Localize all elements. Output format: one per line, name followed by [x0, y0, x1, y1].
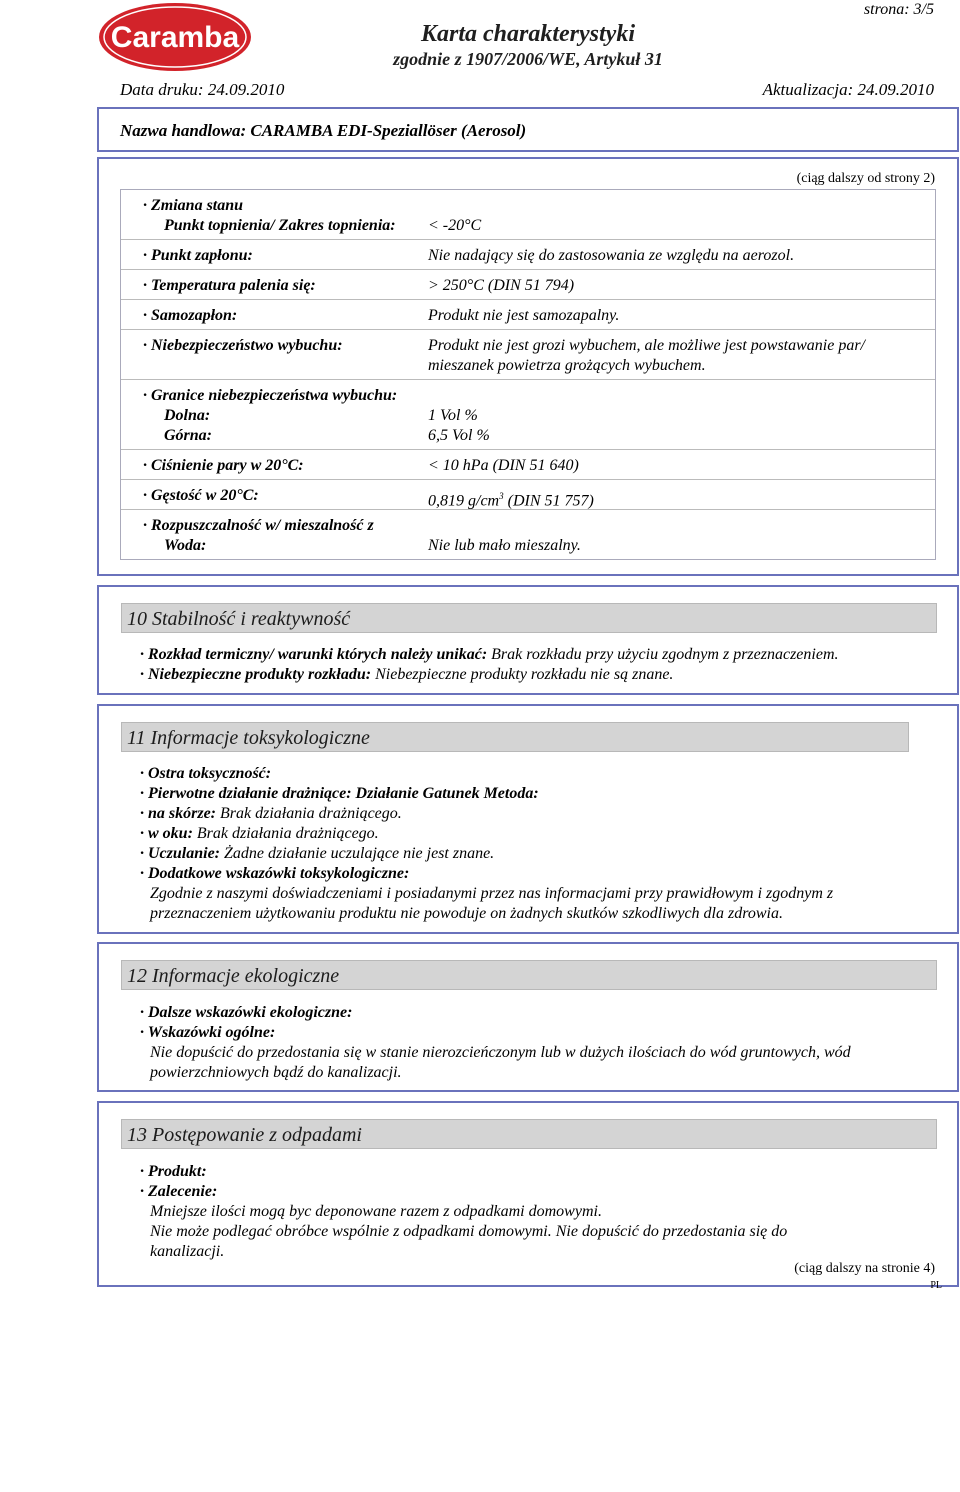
section-11-line-2: · Pierwotne działanie drażniące: Działanie Gatunek Metoda:	[140, 785, 539, 802]
section-13-line-2: · Zalecenie:	[140, 1183, 218, 1200]
melting-label: Punkt topnienia/ Zakres topnienia:	[164, 217, 396, 234]
caramba-logo	[98, 2, 252, 72]
section-12-heading	[121, 960, 937, 990]
logo-text: Caramba	[110, 21, 240, 54]
explosion-value-line2: mieszanek powietrza grożących wybuchem.	[428, 357, 706, 374]
section-12-line-3: Nie dopuścić do przedostania się w stanie nierozcieńczonym lub w dużych ilościach do wód gruntowych, wód	[150, 1044, 851, 1061]
melting-value: < -20°C	[428, 217, 482, 234]
explosion-label: · Niebezpieczeństwo wybuchu:	[143, 337, 343, 354]
print-date: Data druku: 24.09.2010	[120, 80, 285, 99]
section-11-line-8: przeznaczeniem użytkowaniu produktu nie powoduje on żadnych skutków szkodliwych dla zdrowia.	[150, 905, 783, 922]
section-11-box	[97, 704, 959, 934]
row-self-ignition	[121, 300, 935, 330]
section-10-heading	[121, 603, 937, 633]
vapour-label: · Ciśnienie pary w 20°C:	[143, 457, 304, 474]
document-title: Karta charakterystyki	[421, 21, 635, 47]
row-flash-point	[121, 240, 935, 270]
section-12-title: 12 Informacje ekologiczne	[127, 965, 340, 987]
water-label: Woda:	[164, 537, 207, 554]
section-10-line-2: · Niebezpieczne produkty rozkładu: Niebezpieczne produkty rozkładu nie są znane.	[140, 666, 674, 683]
section-11-line-7: Zgodnie z naszymi doświadczeniami i posiadanymi przez nas informacjami przy prawidłowym i zgodnym z	[150, 885, 834, 902]
section-10-box	[97, 585, 959, 695]
section-12-line-2: · Wskazówki ogólne:	[140, 1024, 276, 1041]
state-change-label: · Zmiana stanu	[143, 197, 244, 214]
continued-on-note: (ciąg dalszy na stronie 4)	[794, 1261, 935, 1276]
section-12-line-1: · Dalsze wskazówki ekologiczne:	[140, 1004, 353, 1021]
continued-from-note: (ciąg dalszy od strony 2)	[796, 171, 935, 186]
section-11-line-6: · Dodatkowe wskazówki toksykologiczne:	[140, 865, 410, 882]
upper-label: Górna:	[164, 427, 213, 444]
upper-value: 6,5 Vol %	[428, 427, 490, 444]
trade-name: Nazwa handlowa: CARAMBA EDI-Speziallöser (Aerosol)	[120, 121, 527, 140]
row-vapour-pressure	[121, 450, 935, 480]
update-date: Aktualizacja: 24.09.2010	[762, 80, 934, 99]
section-12-line-4: powierzchniowych bądź do kanalizacji.	[150, 1064, 402, 1081]
solubility-label: · Rozpuszczalność w/ mieszalność z	[143, 517, 374, 534]
flash-value: Nie nadający się do zastosowania ze względu na aerozol.	[428, 247, 795, 264]
section-13-line-1: · Produkt:	[140, 1163, 207, 1180]
row-explosion	[121, 330, 935, 380]
section-11-line-4: · w oku: Brak działania drażniącego.	[140, 825, 379, 842]
section-10-line-1: · Rozkład termiczny/ warunki których należy unikać: Brak rozkładu przy użyciu zgodnym z przeznaczeniem.	[140, 646, 839, 663]
row-melting	[121, 190, 935, 240]
section-11-line-1: · Ostra toksyczność:	[140, 765, 272, 782]
section-13-line-3: Mniejsze ilości mogą byc deponowane razem z odpadkami domowymi.	[150, 1203, 602, 1220]
language-code: PL	[930, 1280, 942, 1291]
properties-table	[120, 189, 936, 560]
section-11-line-3: · na skórze: Brak działania drażniącego.	[140, 805, 402, 822]
density-value: 0,819 $g/cm^3$ (DIN 51 757)	[428, 491, 594, 510]
selfign-value: Produkt nie jest samozapalny.	[428, 307, 620, 324]
section-10-title: 10 Stabilność i reaktywność	[127, 608, 351, 630]
row-density	[121, 480, 935, 510]
section-11-line-5: · Uczulanie: Żadne działanie uczulające nie jest znane.	[140, 845, 495, 862]
selfign-label: · Samozapłon:	[143, 307, 238, 324]
section-13-title: 13 Postępowanie z odpadami	[127, 1124, 362, 1146]
lower-label: Dolna:	[164, 407, 211, 424]
document-subtitle: zgodnie z 1907/2006/WE, Artykuł 31	[393, 49, 663, 69]
ignition-value: > 250°C (DIN 51 794)	[428, 277, 575, 294]
row-explosion-limits	[121, 380, 935, 450]
section-11-title: 11 Informacje toksykologiczne	[127, 727, 370, 749]
trade-name-box	[97, 107, 959, 152]
section-13-box	[97, 1101, 959, 1287]
vapour-value: < 10 hPa (DIN 51 640)	[428, 457, 579, 474]
lower-value: 1 Vol %	[428, 407, 478, 424]
water-value: Nie lub mało mieszalny.	[428, 537, 581, 554]
section-13-line-4: Nie może podlegać obróbce wspólnie z odpadkami domowymi. Nie dopuścić do przedostania się do	[150, 1223, 788, 1240]
section-13-heading	[121, 1119, 937, 1149]
row-ignition	[121, 270, 935, 300]
limits-label: · Granice niebezpieczeństwa wybuchu:	[143, 387, 398, 404]
section-13-line-5: kanalizacji.	[150, 1243, 225, 1260]
density-label: · Gęstość w 20°C:	[143, 487, 259, 504]
flash-label: · Punkt zapłonu:	[143, 247, 253, 264]
section-11-heading	[121, 722, 909, 752]
row-solubility	[121, 510, 935, 561]
explosion-value-line1: Produkt nie jest grozi wybuchem, ale możliwe jest powstawanie par/	[428, 337, 865, 354]
section-12-box	[97, 942, 959, 1092]
page-number: strona: 3/5	[863, 1, 934, 18]
ignition-label: · Temperatura palenia się:	[143, 277, 316, 294]
